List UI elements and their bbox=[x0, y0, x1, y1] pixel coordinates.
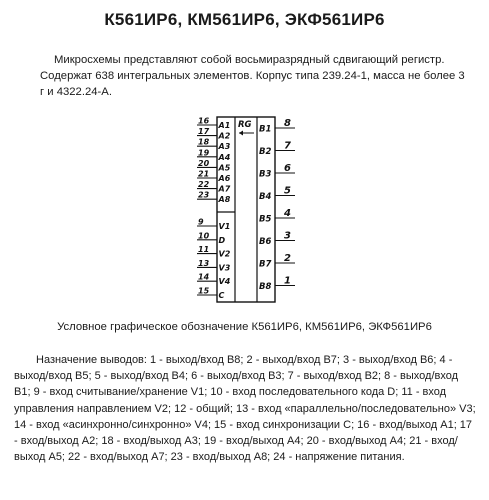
pin-number: 15 bbox=[198, 286, 210, 296]
chip-header-label: RG bbox=[238, 120, 252, 130]
left-pin-group-bottom bbox=[197, 218, 231, 301]
pin-number: 11 bbox=[198, 245, 210, 255]
pin-label: A4 bbox=[218, 152, 231, 162]
pin-label: B5 bbox=[259, 214, 272, 225]
pin-number: 5 bbox=[284, 185, 291, 197]
chip-symbol-diagram bbox=[178, 112, 308, 312]
pin-number: 19 bbox=[198, 148, 210, 158]
pin-number: 10 bbox=[198, 231, 210, 241]
pin-label: B2 bbox=[259, 147, 272, 157]
pin-label: V1 bbox=[218, 222, 231, 231]
pin-number: 7 bbox=[284, 140, 291, 152]
pin-label: A2 bbox=[218, 131, 231, 141]
pin-label: A7 bbox=[218, 184, 231, 194]
pin-label: B6 bbox=[259, 237, 272, 247]
pin-number: 21 bbox=[198, 169, 210, 179]
pin-label: D bbox=[218, 235, 226, 245]
pin-label: A1 bbox=[218, 121, 231, 130]
pin-number: 16 bbox=[198, 116, 210, 126]
intro-paragraph: Микросхемы представляют собой восьмиразрядный сдвигающий регистр. Содержат 638 интегральных элементов. Корпус типа 239.24-1, масса не более 3 г и 4322.24-А. bbox=[40, 54, 465, 98]
pin-label: V4 bbox=[218, 277, 231, 287]
pin-number: 22 bbox=[198, 180, 210, 190]
pin-label: A8 bbox=[218, 195, 231, 205]
pin-number: 9 bbox=[198, 217, 204, 227]
pin-number: 17 bbox=[198, 127, 210, 137]
pin-label: B7 bbox=[259, 259, 272, 270]
pin-label: A3 bbox=[218, 142, 231, 152]
pin-label: V3 bbox=[218, 263, 231, 273]
pin-label: B4 bbox=[259, 192, 272, 202]
pin-number: 18 bbox=[198, 137, 210, 147]
page-title: К561ИР6, КМ561ИР6, ЭКФ561ИР6 bbox=[104, 10, 385, 29]
pin-label: V2 bbox=[218, 249, 231, 259]
pin-label: B8 bbox=[259, 282, 272, 292]
left-pin-group-top bbox=[197, 117, 231, 205]
pin-label: B3 bbox=[259, 169, 272, 180]
pin-label: C bbox=[218, 291, 225, 300]
pin-number: 3 bbox=[284, 230, 291, 242]
pin-number: 6 bbox=[284, 163, 291, 174]
pin-number: 13 bbox=[198, 258, 210, 268]
pin-label: A5 bbox=[218, 163, 231, 173]
shift-arrow-icon bbox=[239, 131, 243, 136]
right-pin-group bbox=[259, 118, 295, 292]
pins-description: Назначение выводов: 1 - выход/вход В8; 2 - выход/вход В7; 3 - выход/вход В6; 4 - выход/вход В5; 5 - выход/вход В4; 6 - выход/вход В3; 7 - выход/вход В2; 8 - выход/вход В1; 9 - вход считывание/хранение V1; 10 - вход последовательного кода D; 11 - вход управления направлением V2; 12 - общий; 13 - вход «параллельно/последовательно» V3; 14 - вход «асинхронно/синхронно» V4; 15 - вход синхронизации С; 16 - вход/выход А1; 17 - вход/выход А2; 18 - вход/выход А3; 19 - вход/выход А4; 20 - вход/выход А4; 21 - вход/выход А5; 22 - вход/выход А7; 23 - вход/выход А8; 24 - напряжение питания. bbox=[14, 354, 476, 464]
pin-number: 2 bbox=[284, 253, 291, 264]
pin-number: 20 bbox=[198, 158, 210, 168]
pin-number: 4 bbox=[284, 208, 291, 219]
figure-caption: Условное графическое обозначение К561ИР6, КМ561ИР6, ЭКФ561ИР6 bbox=[57, 321, 432, 333]
pin-number: 8 bbox=[284, 118, 291, 129]
pin-number: 23 bbox=[198, 190, 210, 200]
pin-number: 14 bbox=[198, 272, 210, 282]
pin-label: A6 bbox=[218, 174, 231, 183]
pin-label: B1 bbox=[259, 124, 272, 135]
pin-number: 1 bbox=[284, 275, 291, 287]
